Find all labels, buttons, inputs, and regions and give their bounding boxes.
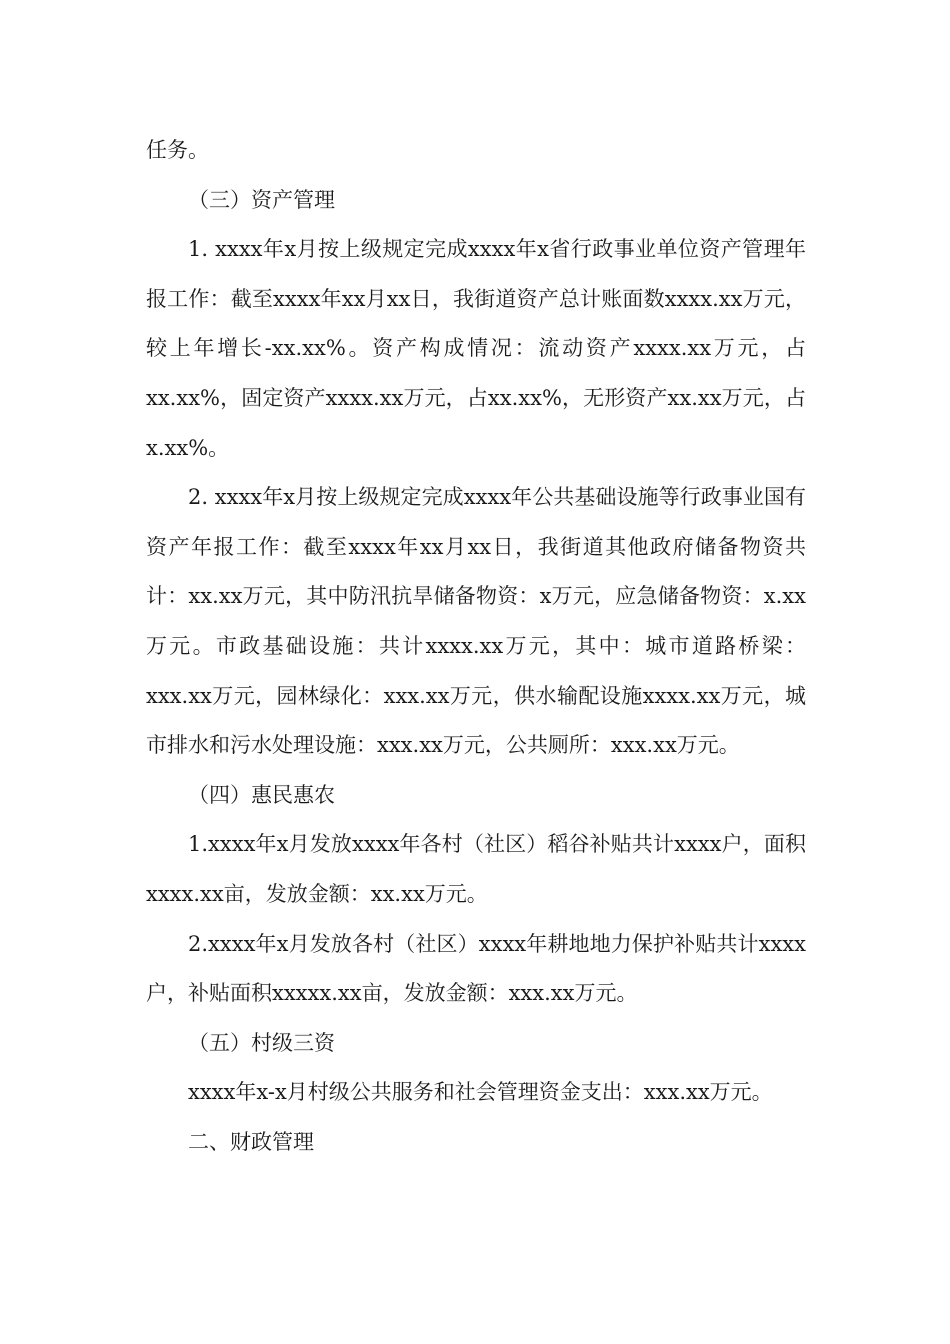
- section-heading-benefit-programs: （四）惠民惠农: [188, 782, 335, 807]
- document-page: [146, 126, 806, 1167]
- section-heading-asset-management: （三）资产管理: [188, 187, 335, 212]
- section-heading-fiscal-management: 二、财政管理: [188, 1129, 314, 1154]
- paragraph-village-expenditure: xxxx年x-x月村级公共服务和社会管理资金支出：xxx.xx万元。: [188, 1080, 773, 1105]
- paragraph-farmland-subsidy: 2.xxxx年x月发放各村（社区）xxxx年耕地地力保护补贴共计xxxx户，补贴面积xxxxx.xx亩，发放金额：xxx.xx万元。: [146, 931, 806, 1006]
- paragraph-asset-annual-report: 1. xxxx年x月按上级规定完成xxxx年x省行政事业单位资产管理年报工作：截至xxxx年xx月xx日，我街道资产总计账面数xxxx.xx万元，较上年增长-xx.xx%。资产构成情况：流动资产xxxx.xx万元，占xx.xx%，固定资产xxxx.xx万元，占xx.xx%，无形资产xx.xx万元，占x.xx%。: [146, 237, 806, 460]
- section-heading-village-assets: （五）村级三资: [188, 1030, 335, 1055]
- paragraph-continuation: 任务。: [146, 138, 209, 162]
- paragraph-public-infrastructure-report: 2. xxxx年x月按上级规定完成xxxx年公共基础设施等行政事业国有资产年报工作：截至xxxx年xx月xx日，我街道其他政府储备物资共计：xx.xx万元，其中防汛抗旱储备物资：x万元，应急储备物资：x.xx万元。市政基础设施：共计xxxx.xx万元，其中：城市道路桥梁：xxx.xx万元，园林绿化：xxx.xx万元，供水输配设施xxxx.xx万元，城市排水和污水处理设施：xxx.xx万元，公共厕所：xxx.xx万元。: [146, 485, 806, 758]
- paragraph-rice-subsidy: 1.xxxx年x月发放xxxx年各村（社区）稻谷补贴共计xxxx户，面积xxxx.xx亩，发放金额：xx.xx万元。: [146, 832, 806, 906]
